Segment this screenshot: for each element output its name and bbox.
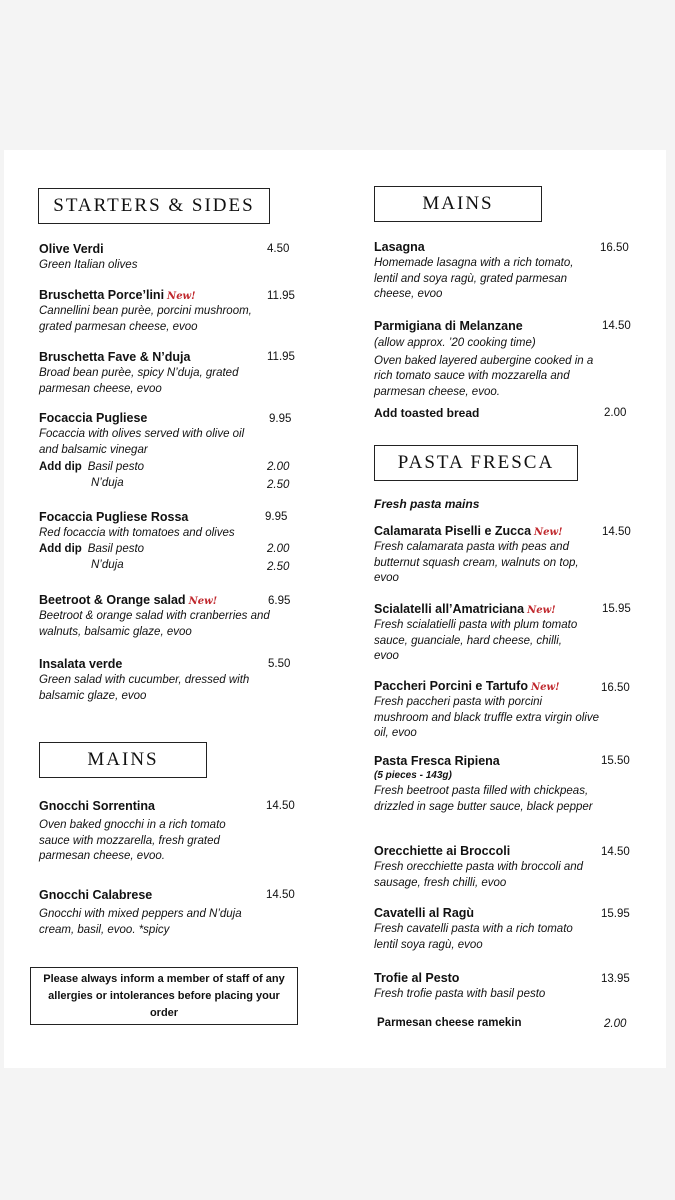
mains-heading-left: MAINS [39,742,207,778]
dip-price: 2.00 [267,461,290,473]
item-price: 14.50 [266,800,295,812]
item-name: Bruschetta Fave & N’duja [39,350,191,364]
item-name: Calamarata Piselli e Zucca [374,524,532,538]
item-price: 2.00 [604,1018,627,1030]
item-desc: Green salad with cucumber, dressed with balsamic glaze, evoo [39,674,250,702]
allergy-notice: Please always inform a member of staff of any allergies or intolerances before placing your order [30,967,298,1025]
new-badge: New! [167,291,196,302]
item-note: (allow approx. ’20 cooking time) [374,337,536,349]
item-price: 11.95 [267,351,295,363]
item-desc: Beetroot & orange salad with cranberries and walnuts, balsamic glaze, evoo [39,610,270,638]
dip-name: Basil pesto [87,543,145,555]
item-price: 15.50 [601,755,630,767]
item-desc: Fresh trofie pasta with basil pesto [374,988,546,1000]
item-desc: Broad bean purèe, spicy N’duja, grated parmesan cheese, evoo [39,367,239,395]
item-price: 15.95 [602,603,631,615]
pasta-subtitle: Fresh pasta mains [374,497,480,511]
item-price: 16.50 [600,242,629,254]
menu-page [4,150,666,1068]
item-price: 9.95 [265,511,288,523]
item-name: Olive Verdi [39,242,104,256]
item-name: Gnocchi Sorrentina [39,799,155,813]
item-price: 14.50 [602,320,631,332]
item-desc: Fresh beetroot pasta filled with chickpeas, drizzled in sage butter sauce, black pepper [374,785,593,813]
item-price: 9.95 [269,413,292,425]
starters-heading: STARTERS & SIDES [38,188,270,224]
item-name: Pasta Fresca Ripiena [374,754,500,768]
item-desc: Fresh scialatielli pasta with plum tomato sauce, guanciale, hard cheese, chilli, evoo [374,619,578,662]
dip-label: Add dip [39,543,82,555]
item-price: 14.50 [601,846,630,858]
item-desc: Fresh orecchiette pasta with broccoli and sausage, fresh chilli, evoo [374,861,584,889]
item-name: Scialatelli all’Amatriciana [374,602,525,616]
item-name: Parmigiana di Melanzane [374,319,523,333]
dip-name: Basil pesto [87,461,145,473]
item-desc: Oven baked layered aubergine cooked in a rich tomato sauce with mozzarella and parmesan cheese, evoo. [374,354,594,398]
item-price: 2.00 [604,407,627,419]
item-desc: Fresh calamarata pasta with peas and butternut squash cream, walnuts on top, evoo [374,541,579,584]
dip-option [91,559,124,571]
item-desc: Homemade lasagna with a rich tomato, lentil and soya ragù, grated parmesan cheese, evoo [374,257,574,300]
new-badge: New! [188,596,218,607]
dip-label: Add dip [39,461,82,473]
item-desc: Gnocchi with mixed peppers and N’duja cream, basil, evoo. *spicy [39,908,242,936]
item-name: Cavatelli al Ragù [374,906,475,920]
item-name: Beetroot & Orange salad [39,593,186,607]
item-desc: Green Italian olives [39,259,138,271]
item-name: Focaccia Pugliese [39,411,148,425]
item-note: (5 pieces - 143g) [374,770,452,781]
item-price: 15.95 [601,908,630,920]
dip-name: N’duja [91,477,124,489]
item-desc: Cannellini bean purèe, porcini mushroom, grated parmesan cheese, evoo [39,305,252,333]
dip-option [39,461,144,473]
item-price: 13.95 [601,973,630,985]
item-desc: Oven baked gnocchi in a rich tomato sauce with mozzarella, fresh grated parmesan cheese, evoo. [39,819,226,862]
item-desc: Red focaccia with tomatoes and olives [39,527,235,539]
item-price: 6.95 [268,595,291,607]
item-price: 11.95 [267,290,295,302]
new-badge: New! [530,682,560,693]
dip-price: 2.00 [267,543,290,555]
new-badge: New! [527,605,556,616]
item-name: Insalata verde [39,657,123,671]
item-name: Paccheri Porcini e Tartufo [374,679,528,693]
item-price: 4.50 [267,243,290,255]
item-desc: Fresh cavatelli pasta with a rich tomato lentil soya ragù, evoo [374,923,573,951]
pasta-heading: PASTA FRESCA [374,445,578,481]
item-name: Add toasted bread [374,406,480,420]
item-name: Trofie al Pesto [374,971,460,985]
dip-name: N’duja [91,559,124,571]
dip-option [39,543,144,555]
item-name: Bruschetta Porce’lini [39,288,165,302]
item-name: Parmesan cheese ramekin [377,1017,522,1029]
dip-price: 2.50 [267,561,290,573]
item-price: 16.50 [601,682,630,694]
item-desc: Fresh paccheri pasta with porcini mushroom and black truffle extra virgin olive oil, evoo [374,696,599,739]
item-name: Gnocchi Calabrese [39,888,153,902]
new-badge: New! [534,527,563,538]
item-name: Orecchiette ai Broccoli [374,844,511,858]
item-price: 14.50 [602,526,631,538]
dip-price: 2.50 [267,479,290,491]
item-desc: Focaccia with olives served with olive oil and balsamic vinegar [39,428,245,456]
mains-heading-right: MAINS [374,186,542,222]
item-name: Focaccia Pugliese Rossa [39,510,189,524]
item-price: 5.50 [268,658,291,670]
item-name: Lasagna [374,240,425,254]
item-price: 14.50 [266,889,295,901]
dip-option [91,477,124,489]
